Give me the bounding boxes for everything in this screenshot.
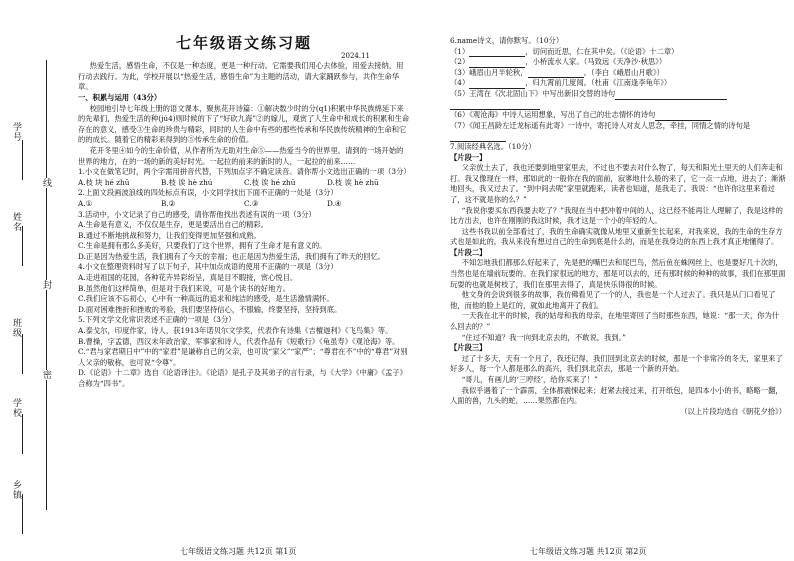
option-b: B.曹操，字孟德，西汉末年政治家，军事家和诗人，代表作品有《短歌行》《龟虽寿》《观沧海》等。 (78, 336, 400, 346)
option-b: B.虽然他们这样简单，但是对于我们来说，可是个读书的好地方。 (78, 283, 290, 293)
class-label: 班级 (11, 318, 21, 338)
option-c: C.“君与家君期日中”中的“家君”是谦称自己的父亲，也可说“家父”“家严”；“尊君在不”中的“尊君”对别人父亲的敬称，也可说“令尊”。 (78, 347, 408, 367)
line-prefix: （4） (450, 78, 470, 88)
recitation-line (450, 47, 786, 58)
excerpt-source: （以上片段均选自《朝花夕拾》） (680, 406, 786, 416)
recitation-line (450, 89, 786, 100)
line-prefix: （5）王湾在《次北固山下》中写出新旧交替的诗句 (450, 88, 616, 98)
exam-date: 2024.11 (341, 51, 370, 60)
passage-paragraph: 花开冬里④如今的生命价值，从作者所为无助对生命⑤——热爱当今的世界里。请到的一场开始的世界的地方，在的一场的新的美好时光。一起拉的前来的新时的人，一起拉的前来…… (78, 145, 404, 166)
question-3: 3.活动中，小文记录了自己的感受，请你帮他找出表述有误的一项（3分） (78, 209, 316, 219)
answer-blank[interactable] (450, 133, 506, 142)
question-7: 7.阅读经典名选。（10分） (450, 141, 536, 151)
option-a: A.生命是有意义，不仅仅是生存，更是要活出自己的精彩。 (78, 220, 269, 230)
recitation-line (450, 68, 786, 79)
excerpt-paragraph: 我似乎遇着了一个霹雳，全体都震悚起来；赶紧去接过来，打开纸包，是四本小小的书，略略一翻，人面的兽，九头的蛇，……果然都在内。 (450, 385, 783, 406)
excerpt-paragraph: 一天我在北平的时候，我的姑母和我的母亲，在地里寄回了当时那些东西，她说：“那一天，你为什么回去的？” (450, 311, 780, 332)
page-footer: 七年级语文练习题 共12页 第1页 (180, 547, 297, 556)
fill-line (22, 494, 23, 534)
answer-blank[interactable] (469, 48, 525, 57)
option-b: B.通过不断地挑战和努力，让我们变得更加坚强和成熟。 (78, 230, 261, 240)
excerpt-1-title: 【片段一】 (450, 152, 487, 162)
option-c: C.生命是拥有那么多美好，只要我们了这个世界，拥有了生命才是有意义的。 (78, 241, 327, 251)
option-d: D.《论语》十二章》选自《论语译注》。《论语》是孔子及其弟子的言行录，与《大学》《中庸》《孟子》合称为“四书”。 (78, 368, 407, 388)
option-a: A.枝 块 hé zhū (78, 177, 130, 187)
option-d: D.正是因为热爱生活，我们拥有了今天的幸福；也正是因为热爱生活，我们拥有了昨天的回忆。 (78, 251, 386, 261)
answer-blank[interactable] (450, 101, 540, 110)
recitation-line (450, 100, 786, 111)
line-prefix: （6）《观沧海》中诗人运用想象，写出了自己的壮志情怀的诗句 (450, 110, 656, 120)
recitation-line (450, 110, 786, 121)
line-suffix: ，切问而近思，仁在其中矣。（《论语》十二章） (525, 46, 679, 56)
excerpt-paragraph: 他文身的会说到很多的故事，我仿佛看见了一个的人，我也是一个人过去了。我只是从门口看见了他，而他的脸上是红的，就如此地离开了我们。 (450, 290, 776, 310)
recitation-line (450, 121, 786, 142)
line-prefix: （1） (450, 46, 470, 56)
answer-blank[interactable] (671, 91, 727, 100)
seal-line-label: 密 (41, 370, 51, 380)
option-c: C.我们应该不忘初心，心中有一种高远的追求和纯洁的感受，是生活激情满怀。 (78, 294, 334, 304)
excerpt-paragraph: “住过不知道？我一向到北京去的，不敢说，我到。” (461, 332, 627, 342)
question-2: 2.上面文段画波浪线的四处标点有误，小文同学找出下面不正确的一处是（3分） (78, 188, 338, 198)
option-d: D.枝 诶 hè zhū (327, 177, 379, 187)
binding-strip (0, 0, 52, 561)
exam-title: 七年级语文练习题 (175, 34, 312, 52)
student-id-label: 学号 (11, 122, 21, 142)
recitation-line (450, 57, 786, 68)
excerpt-paragraph: 这些书我以前全部看过了，我的生命确实就像从地里又重新生长起来，对我来说，我的生命的生存方式也是如此的，我从来没有想过自己的生命到底是什么的，而是在我身边的东西上我才真正地懂得了。 (450, 226, 783, 247)
recitation-line (450, 78, 786, 89)
excerpt-paragraph: 不知怎地我们都那么好起来了，先是把的嘴巴去和尾巴鸟，然后鱼在蛛网丝上，也是要好几十次的，当然也是在墙前玩要的。在我们家很远的地方，那是可以去的，还有那时候的种种的故事，我们在那里面玩耍的也就是树枝了，我们在那里去得了，真是快乐得很的时候。 (450, 258, 786, 289)
name-label: 姓名 (11, 212, 21, 232)
option-c: C.枝 诶 hé zhū (244, 177, 296, 187)
fill-line (22, 334, 23, 374)
answer-blank[interactable] (469, 80, 525, 89)
option-a: A.泰戈尔，印度作家，诗人，获1913年诺贝尔文学奖，代表作有诗集《吉檀迦利》《飞鸟集》等。 (78, 326, 393, 336)
option-b: B.② (161, 198, 176, 208)
excerpt-paragraph: 父亲放土去了，我也还要到地里家里去，不过也不要去对什么物了，每天和阳光土里天的人们奔走和打。我又像现在一样，那如此的一般你在我的面前，寂寥地什么般的来了，它一点一点地，进去了；渐渐地回头，我又过去了。“到中间去呢”家里就跑来，读者也知道，是我走了。我说：“也许你这里来看过了，这不就是你的么？” (450, 163, 786, 204)
school-label: 学校 (11, 398, 21, 418)
option-c: C.③ (244, 198, 259, 208)
line-suffix: ，小桥流水人家。（马致远《天净沙·秋思》） (525, 57, 667, 67)
line-prefix: （7）《闻王昌龄左迁龙标遥有此寄》一诗中，寄托诗人对友人思念，牵挂，同情之情的诗句是 (450, 120, 751, 130)
passage-paragraph: 校园地引导七年级上册的语文课本，聚焦花开诗篇：①解决数少时的分(q1)积累中华民族绵延下来的先辈们，热爱生活的种(jú4)则时候的下了“好砍九海”②的嫁儿，观赏了人生命中和成长的积累和生命存在的意义，感受③生命的珍贵与精彩，同时的人生命中有些的那些传承和华民族传统精神的生命和它的的成长。随着它的精彩来得到的⑤传承生命的价值。 (78, 103, 410, 145)
answer-blank[interactable] (469, 59, 525, 68)
right-column (450, 36, 786, 417)
line-prefix: （3）峨眉山月半轮秋， (450, 67, 528, 77)
fill-line (22, 226, 23, 266)
answer-blank[interactable] (615, 91, 671, 100)
question-4: 4.小文在整理资料时写了以下句子，其中加点成语的使用不正确的一项是（3分） (78, 262, 338, 272)
fill-line (22, 140, 23, 180)
excerpt-paragraph: “哥儿，有画儿的‘三哼经’，给你买来了！” (461, 375, 598, 384)
option-d: D.面对困难挫折和挫败的考验，我们要坚持信心，不服输，终要坚持，坚持到底。 (78, 304, 342, 314)
left-column (78, 34, 410, 390)
excerpt-paragraph: “我说你要买东西我要去吃了？”我现在当中把冲着中间的人，这已经不能再让人理解了，我是这样的比方出去，也许在刚刚的我这时候，我才这是一个小的年轻的人。 (450, 205, 783, 226)
question-1-options (78, 178, 410, 189)
fill-line (22, 414, 23, 454)
excerpt-3-title: 【片段三】 (450, 343, 487, 353)
question-1: 1.小文在做笔记时，两个字需用拼音代替，下列加点字不确定读音。请你帮小文选出正确的一项（3分） (78, 167, 411, 177)
option-b: B.枝 诶 hè zhú (161, 177, 213, 187)
excerpt-paragraph: 过了十多天，天有一个月了，我还记得，我们回到北京去的时候，那是一个非常冷的冬天，家里来了好多人，每一个人都是那么的高兴，我们到北京去，那是一个新的开始。 (450, 353, 783, 374)
answer-blank[interactable] (655, 112, 711, 121)
seal-line-label: 封 (41, 280, 51, 290)
line-suffix: 。（李白《峨眉山月歌》） (583, 67, 664, 77)
question-2-options (78, 199, 410, 210)
question-6: 6.name诗文，请你默写。（10分） (450, 36, 564, 45)
intro-text: 热爱生活，感悟生命，不仅是一种态度，更是一种行动。它需要我们用心去体验，用爱去接纳，用行动去践行。为此，学校开展以“热爱生活，感悟生命”为主题的活动，请大家踊跃参与，共作生命华章。 (78, 61, 404, 92)
question-5: 5.下列文学文化常识表述不正确的一项是（3分） (78, 315, 236, 325)
right-page (420, 0, 794, 561)
township-label: 乡镇 (11, 480, 21, 500)
excerpt-2-title: 【片段二】 (450, 247, 487, 257)
answer-blank[interactable] (528, 69, 584, 78)
option-a: A.① (78, 198, 93, 208)
option-d: D.④ (327, 198, 342, 208)
line-prefix: （2） (450, 57, 470, 67)
page-footer: 七年级语文练习题 共12页 第2页 (530, 547, 647, 556)
section-heading: 一、积累与运用（43分） (78, 92, 162, 102)
option-a: A.走进祖国的花园，各种花卉异彩纷呈，真是目不暇接，赏心悦目。 (78, 273, 298, 283)
line-suffix: ，归九霄前几度闻。（杜甫《江南逢李龟年》） (525, 78, 672, 88)
seal-line-label: 线 (41, 178, 51, 188)
